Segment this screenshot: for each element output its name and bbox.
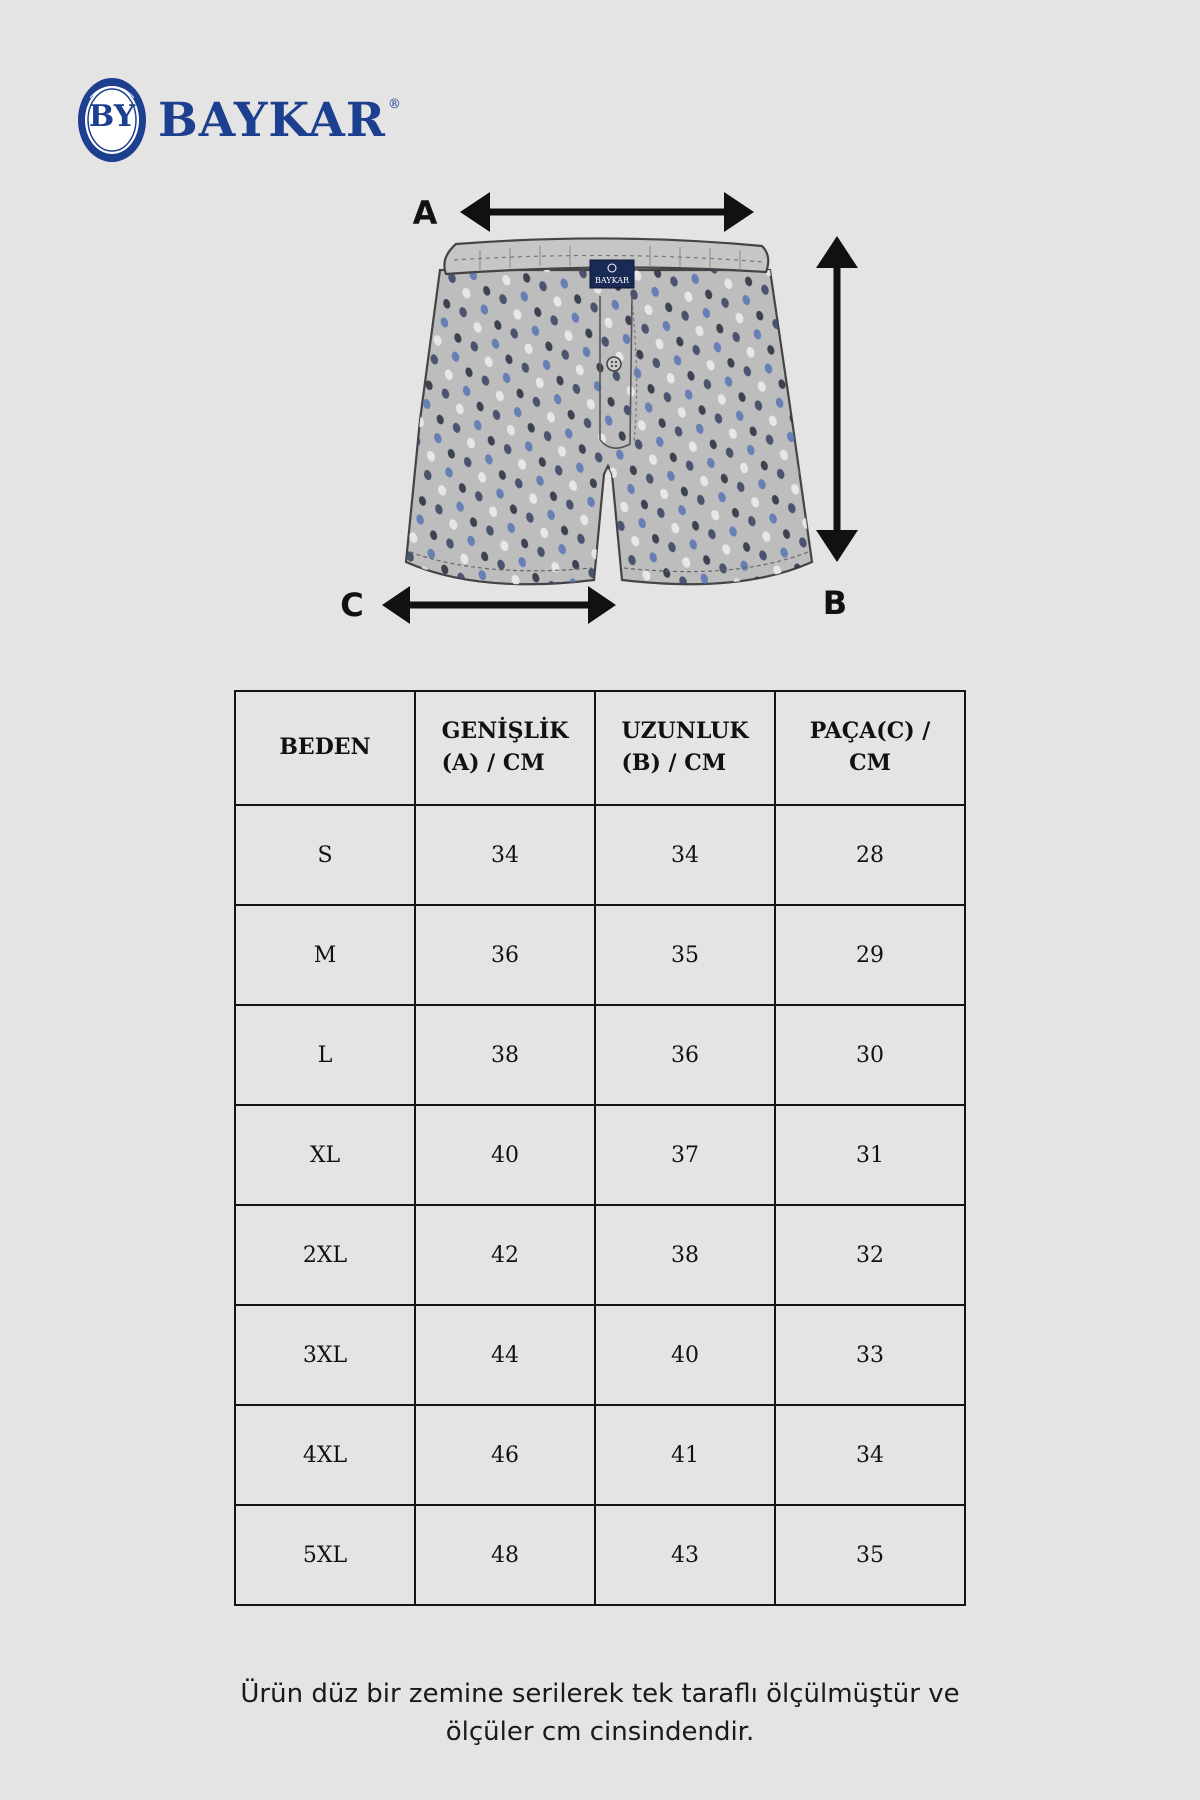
- cell-width: 42: [415, 1205, 595, 1305]
- cell-length: 35: [595, 905, 775, 1005]
- header-width: [415, 691, 595, 805]
- cell-leg-opening: 33: [775, 1305, 965, 1405]
- header-size: [235, 691, 415, 805]
- label-c: C: [340, 586, 364, 624]
- cell-size: 2XL: [235, 1205, 415, 1305]
- measure-arrow-c: [382, 586, 616, 624]
- table-row: [235, 1105, 965, 1205]
- table-row: [235, 1305, 965, 1405]
- cell-leg-opening: 31: [775, 1105, 965, 1205]
- product-diagram: [0, 0, 1200, 640]
- header-width-line1: GENİŞLİK: [441, 718, 569, 745]
- cell-size: 3XL: [235, 1305, 415, 1405]
- cell-size: 5XL: [235, 1505, 415, 1605]
- header-leg-line1: PAÇA(C) /: [809, 718, 931, 745]
- cell-width: 48: [415, 1505, 595, 1605]
- seal-monogram: BY: [88, 99, 136, 134]
- cell-size: XL: [235, 1105, 415, 1205]
- boxer-shorts-illustration: [406, 238, 812, 584]
- cell-width: 38: [415, 1005, 595, 1105]
- cell-length: 41: [595, 1405, 775, 1505]
- cell-size: M: [235, 905, 415, 1005]
- cell-leg-opening: 32: [775, 1205, 965, 1305]
- cell-leg-opening: 30: [775, 1005, 965, 1105]
- cell-leg-opening: 35: [775, 1505, 965, 1605]
- table-row: [235, 1405, 965, 1505]
- cell-length: 43: [595, 1505, 775, 1605]
- cell-length: 38: [595, 1205, 775, 1305]
- cell-size: S: [235, 805, 415, 905]
- size-table: [234, 690, 966, 1606]
- cell-leg-opening: 34: [775, 1405, 965, 1505]
- cell-size: 4XL: [235, 1405, 415, 1505]
- cell-width: 36: [415, 905, 595, 1005]
- header-length-line2: (B) / CM: [621, 750, 727, 776]
- measure-arrow-a: [460, 192, 754, 232]
- table-row: [235, 1205, 965, 1305]
- cell-length: 37: [595, 1105, 775, 1205]
- table-row: [235, 1505, 965, 1605]
- cell-width: 44: [415, 1305, 595, 1405]
- measurement-note-line2: ölçüler cm cinsindendir.: [445, 1717, 755, 1747]
- cell-leg-opening: 29: [775, 905, 965, 1005]
- header-length: [595, 691, 775, 805]
- header-width-line2: (A) / CM: [441, 750, 545, 776]
- table-row: [235, 805, 965, 905]
- table-header-row: [235, 691, 965, 805]
- header-leg-line2: CM: [849, 750, 891, 776]
- button-icon: [607, 357, 621, 371]
- cell-length: 34: [595, 805, 775, 905]
- label-b: B: [822, 584, 848, 622]
- header-leg-opening: [775, 691, 965, 805]
- label-a: A: [412, 194, 438, 232]
- table-row: [235, 1005, 965, 1105]
- brand-wordmark: BAYKAR: [158, 92, 386, 148]
- cell-size: L: [235, 1005, 415, 1105]
- table-row: [235, 905, 965, 1005]
- measure-arrow-b: [816, 236, 858, 562]
- registered-mark: ®: [387, 96, 401, 112]
- header-length-line1: UZUNLUK: [621, 718, 749, 745]
- measurement-note-line1: Ürün düz bir zemine serilerek tek taraflı ölçülmüştür ve: [240, 1679, 960, 1709]
- garment-label-text: BAYKAR: [594, 276, 630, 285]
- cell-width: 34: [415, 805, 595, 905]
- cell-width: 40: [415, 1105, 595, 1205]
- cell-length: 36: [595, 1005, 775, 1105]
- cell-width: 46: [415, 1405, 595, 1505]
- cell-leg-opening: 28: [775, 805, 965, 905]
- header-size-label: BEDEN: [279, 734, 371, 761]
- measurement-note: [0, 1675, 1200, 1751]
- cell-length: 40: [595, 1305, 775, 1405]
